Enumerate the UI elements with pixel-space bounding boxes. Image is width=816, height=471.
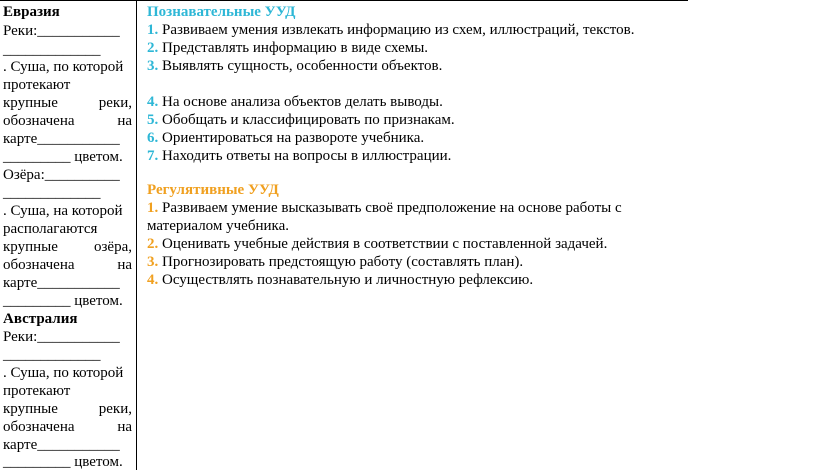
item-number: 3. [147, 254, 159, 270]
item-text: Находить ответы на вопросы в иллюстрации. [158, 148, 452, 164]
eurasia-river-desc-2: протекают [3, 77, 71, 93]
word: крупные [3, 401, 58, 417]
cognitive-item-3 [147, 57, 442, 75]
word: крупные [3, 95, 58, 111]
item-number: 1. [147, 200, 159, 216]
australia-river-desc-2: протекают [3, 383, 71, 399]
eurasia-lake-desc-2: располагаются [3, 221, 98, 237]
eurasia-lake-desc-6: _________ цветом. [3, 293, 123, 309]
cognitive-item-5 [147, 111, 455, 129]
eurasia-river-desc-5: карте___________ [3, 131, 120, 147]
eurasia-rivers-label: Реки:___________ [3, 23, 120, 39]
australia-river-desc-6: _________ цветом. [3, 454, 123, 470]
cognitive-uud-heading: Познавательные УУД [147, 4, 296, 20]
item-number: 4. [147, 272, 159, 288]
regulatory-item-1-cont: материалом учебника. [147, 218, 289, 234]
item-number: 7. [147, 148, 159, 164]
item-text: Ориентироваться на развороте учебника. [158, 130, 425, 146]
word: на [117, 257, 132, 273]
word: на [117, 113, 132, 129]
item-text: Развиваем умения извлекать информацию из схем, иллюстраций, текстов. [158, 22, 635, 38]
eurasia-title: Евразия [3, 4, 60, 20]
item-text: Оценивать учебные действия в соответствии с поставленной задачей. [158, 236, 608, 252]
right-column [147, 1, 687, 470]
australia-river-desc-1: . Суша, по которой [3, 365, 124, 381]
item-number: 2. [147, 236, 159, 252]
word: на [117, 419, 132, 435]
regulatory-item-1 [147, 199, 622, 217]
australia-rivers-blank: _____________ [3, 347, 101, 363]
eurasia-lake-desc-1: . Суша, на которой [3, 203, 123, 219]
word: озёра, [94, 239, 132, 255]
eurasia-rivers-blank: _____________ [3, 42, 101, 58]
item-text: Обобщать и классифицировать по признакам. [158, 112, 455, 128]
word: реки, [98, 401, 132, 417]
australia-river-desc-5: карте___________ [3, 437, 120, 453]
eurasia-lakes-label: Озёра:__________ [3, 167, 120, 183]
item-number: 4. [147, 94, 159, 110]
word: крупные [3, 239, 58, 255]
item-number: 1. [147, 22, 159, 38]
australia-rivers-label: Реки:___________ [3, 329, 120, 345]
item-text: Представлять информацию в виде схемы. [158, 40, 429, 56]
cognitive-item-1 [147, 21, 634, 39]
item-number: 2. [147, 40, 159, 56]
item-number: 5. [147, 112, 159, 128]
cognitive-item-2 [147, 39, 428, 57]
left-column [0, 1, 137, 470]
word: реки, [98, 95, 132, 111]
cognitive-item-6 [147, 129, 424, 147]
regulatory-item-2 [147, 235, 607, 253]
eurasia-lake-desc-3 [3, 238, 132, 256]
eurasia-lakes-blank: _____________ [3, 185, 101, 201]
item-text: На основе анализа объектов делать выводы. [158, 94, 443, 110]
item-text: Прогнозировать предстоящую работу (составлять план). [158, 254, 524, 270]
australia-title: Австралия [3, 311, 78, 327]
item-text: Осуществлять познавательную и личностную рефлексию. [158, 272, 534, 288]
cognitive-item-7 [147, 147, 451, 165]
eurasia-lake-desc-4 [3, 256, 132, 274]
eurasia-river-desc-6: _________ цветом. [3, 149, 123, 165]
eurasia-lake-desc-5: карте___________ [3, 275, 120, 291]
australia-river-desc-3 [3, 400, 132, 418]
cognitive-item-4 [147, 93, 443, 111]
regulatory-item-4 [147, 271, 533, 289]
regulatory-uud-heading: Регулятивные УУД [147, 182, 279, 198]
eurasia-river-desc-4 [3, 112, 132, 130]
item-text: Выявлять сущность, особенности объектов. [158, 58, 443, 74]
item-number: 3. [147, 58, 159, 74]
australia-river-desc-4 [3, 418, 132, 436]
eurasia-river-desc-3 [3, 94, 132, 112]
word: обозначена [3, 419, 75, 435]
word: обозначена [3, 257, 75, 273]
regulatory-item-3 [147, 253, 523, 271]
item-number: 6. [147, 130, 159, 146]
eurasia-river-desc-1: . Суша, по которой [3, 59, 124, 75]
word: обозначена [3, 113, 75, 129]
item-text: Развиваем умение высказывать своё предположение на основе работы с [158, 200, 622, 216]
